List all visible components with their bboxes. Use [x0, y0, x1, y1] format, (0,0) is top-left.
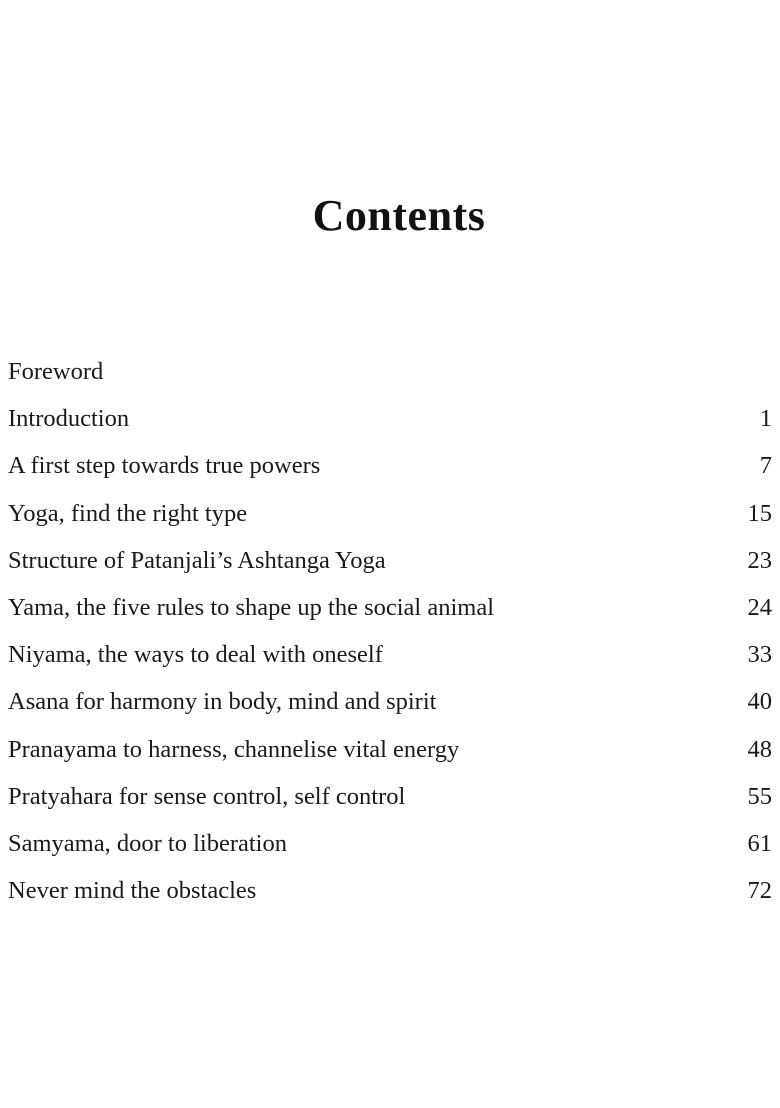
toc-entry-title: Samyama, door to liberation [8, 829, 287, 857]
toc-entry-niyama [8, 635, 772, 682]
toc-entry-page-number: 23 [747, 546, 772, 574]
toc-entry-page-number: 15 [747, 499, 772, 527]
toc-entry-page-number: 40 [747, 688, 772, 716]
toc-entry-page-number: 1 [759, 405, 772, 433]
toc-entry-title: Pranayama to harness, channelise vital energy [8, 735, 460, 763]
toc-entry-title: Never mind the obstacles [8, 877, 257, 905]
page-title: Contents [312, 191, 486, 240]
toc-entry-page-number: 72 [747, 877, 772, 905]
toc-entry-title: Yama, the five rules to shape up the social animal [8, 593, 495, 621]
toc-entry-asana [8, 682, 772, 729]
toc-entry-pratyahara [8, 777, 772, 824]
toc-entry-title: Asana for harmony in body, mind and spirit [8, 688, 437, 716]
toc-entry-title: Foreword [8, 358, 104, 385]
toc-entry-title: Introduction [8, 405, 130, 433]
toc-entry-page-number: 61 [747, 829, 772, 857]
toc-entry-page-number: 48 [747, 735, 772, 763]
toc-entry-yoga-type [8, 494, 772, 541]
toc-entry-obstacles [8, 871, 772, 918]
toc-entry-samyama [8, 824, 772, 871]
toc-entry-yama [8, 588, 772, 635]
toc-entry-pranayama [8, 730, 772, 777]
toc-entry-title: Structure of Patanjali’s Ashtanga Yoga [8, 546, 386, 574]
toc-entry-introduction [8, 399, 772, 446]
toc-entry-page-number: 33 [747, 641, 772, 669]
toc-entry-title: Pratyahara for sense control, self control [8, 782, 406, 810]
toc-entry-title: Niyama, the ways to deal with oneself [8, 641, 383, 669]
toc-entry-page-number: 7 [759, 452, 772, 480]
toc-entry-structure [8, 541, 772, 588]
toc-entry-title: Yoga, find the right type [8, 499, 248, 527]
toc-entry-title: A first step towards true powers [8, 452, 321, 480]
toc-entry-first-step [8, 446, 772, 493]
toc-entry-foreword [8, 352, 772, 399]
table-of-contents [8, 352, 772, 918]
toc-entry-page-number: 24 [747, 593, 772, 621]
toc-entry-page-number: 55 [747, 782, 772, 810]
